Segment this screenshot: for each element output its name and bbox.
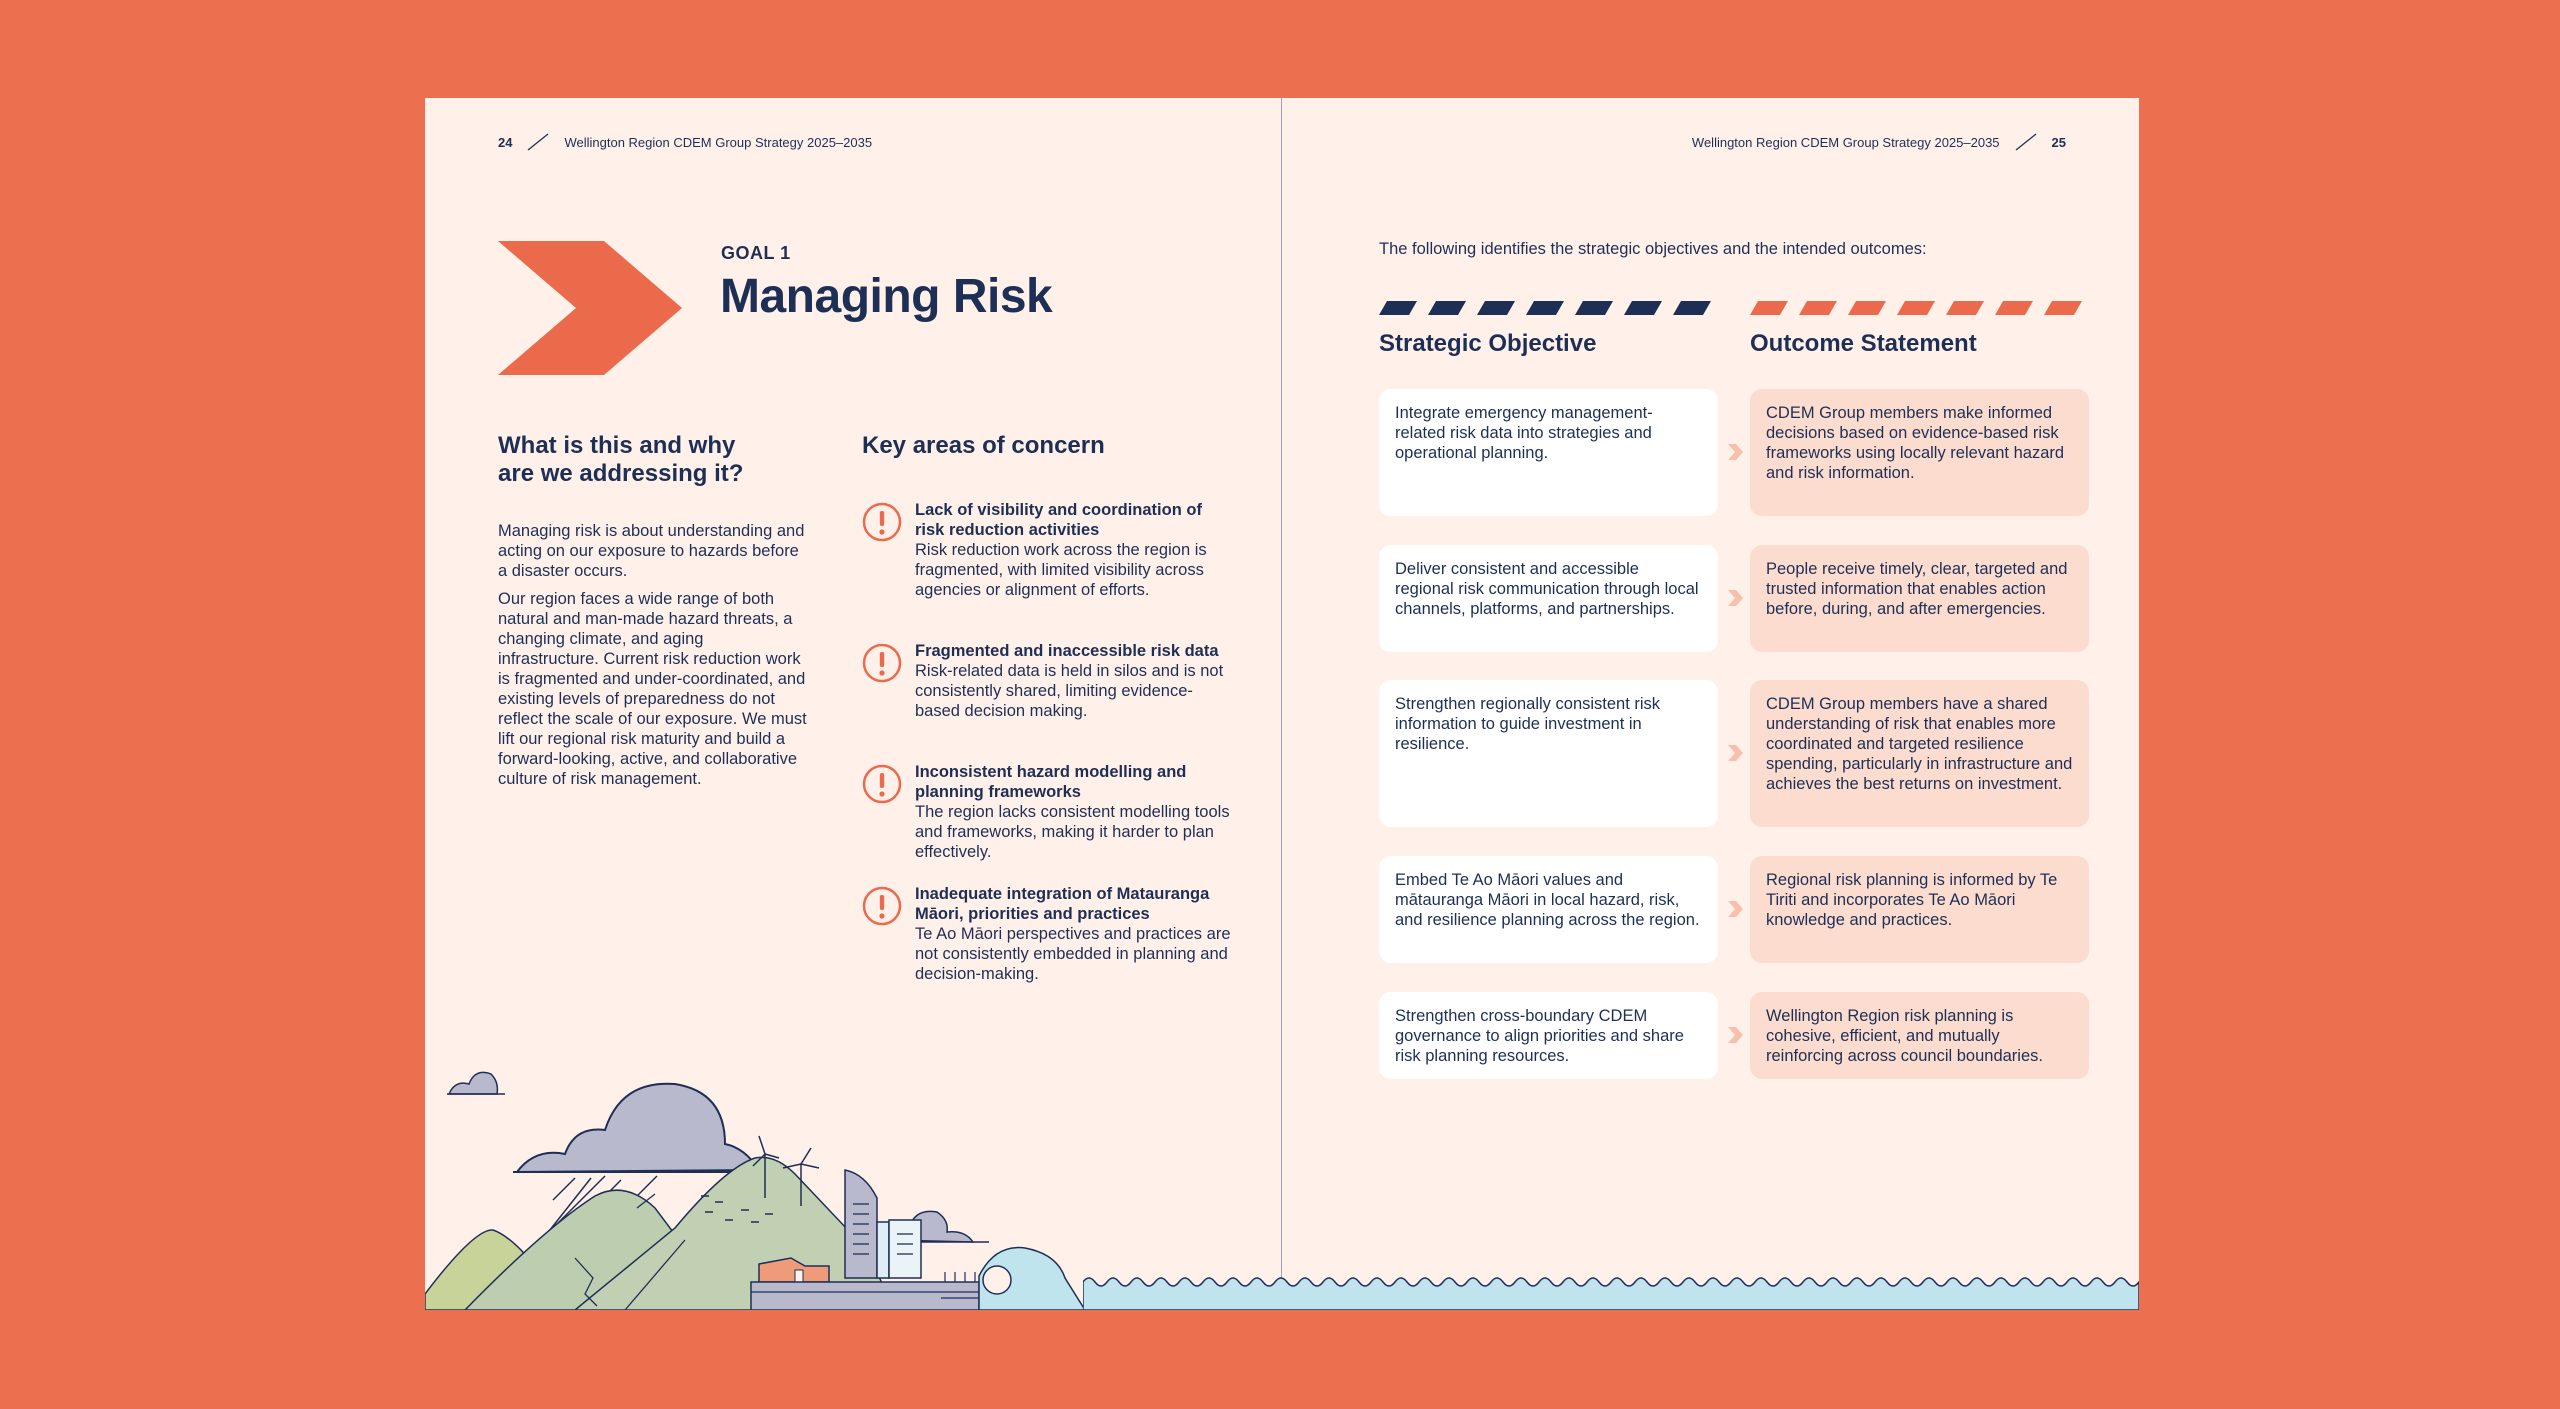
slash-divider-icon [2014,132,2038,152]
objective-heading: Strategic Objective [1379,330,1597,357]
alert-icon [862,764,902,804]
objective-card: Embed Te Ao Māori values and mātauranga Māori in local hazard, risk, and resilience planning across the region. [1379,856,1718,963]
outcome-heading: Outcome Statement [1750,330,1977,357]
chevron-arrow-icon [498,241,682,375]
concern-title: Inconsistent hazard modelling and planning frameworks [915,763,1187,801]
concerns-heading: Key areas of concern [862,432,1105,459]
alert-icon [862,886,902,926]
objective-card: Strengthen regionally consistent risk information to guide investment in resilience. [1379,680,1718,827]
outcome-card: CDEM Group members make informed decisions based on evidence-based risk frameworks using locally relevant hazard and risk information. [1750,389,2089,516]
what-heading: What is this and why are we addressing it? [498,432,744,487]
concern-text: Te Ao Māori perspectives and practices are not consistently embedded in planning and decision-making. [915,925,1231,983]
goal-label: GOAL 1 [721,243,791,263]
alert-icon [862,502,902,542]
what-paragraph-2: Our region faces a wide range of both natural and man-made hazard threats, a changing climate, and aging infrastructure. Current risk reduction work is fragmented and under-coordinated, and existing levels of preparedness do not reflect the scale of our exposure. We must lift our regional risk maturity and build a forward-looking, active, and collaborative culture of risk management. [498,590,807,788]
objective-card: Deliver consistent and accessible regional risk communication through local channels, platforms, and partnerships. [1379,545,1718,652]
document-spread [425,98,2139,1310]
concern-text: The region lacks consistent modelling tools and frameworks, making it harder to plan effectively. [915,803,1230,861]
water-waves [1083,1268,2139,1310]
concern-title: Fragmented and inaccessible risk data [915,642,1219,660]
left-page [425,98,1281,1310]
running-head-title: Wellington Region CDEM Group Strategy 2025–2035 [564,134,873,150]
outcome-card: CDEM Group members have a shared understanding of risk that enables more coordinated and targeted resilience spending, particularly in infrastructure and achieves the best returns on investment. [1750,680,2089,827]
intro-text: The following identifies the strategic objectives and the intended outcomes: [1379,240,1927,258]
page-number: 24 [498,134,513,150]
outcome-card: Wellington Region risk planning is cohesive, efficient, and mutually reinforcing across council boundaries. [1750,992,2089,1079]
objective-card: Integrate emergency management-related risk data into strategies and operational planning. [1379,389,1718,516]
arrow-right-icon [1726,443,1744,461]
arrow-right-icon [1726,900,1744,918]
goal-title: Managing Risk [720,270,1053,323]
arrow-right-icon [1726,589,1744,607]
arrow-right-icon [1726,1026,1744,1044]
running-head-right [1692,132,2066,152]
page-number: 25 [2051,134,2066,150]
running-head-title: Wellington Region CDEM Group Strategy 2025–2035 [1691,134,2000,150]
arrow-right-icon [1726,744,1744,762]
outcome-card: Regional risk planning is informed by Te Tiriti and incorporates Te Ao Māori knowledge and practices. [1750,856,2089,963]
outcome-card: People receive timely, clear, targeted and trusted information that enables action before, during, and after emergencies. [1750,545,2089,652]
objective-card: Strengthen cross-boundary CDEM governance to align priorities and share risk planning resources. [1379,992,1718,1079]
alert-icon [862,643,902,683]
objective-stripe [1379,301,1718,315]
concern-text: Risk reduction work across the region is fragmented, with limited visibility across agencies or alignment of efforts. [915,541,1207,599]
concern-title: Inadequate integration of Matauranga Māori, priorities and practices [915,885,1210,923]
what-paragraph-1: Managing risk is about understanding and acting on our exposure to hazards before a disaster occurs. [498,522,805,580]
running-head-left [498,132,872,152]
concern-text: Risk-related data is held in silos and is not consistently shared, limiting evidence-based decision making. [915,662,1224,720]
landscape-illustration [425,958,1281,1310]
outcome-stripe [1750,301,2089,315]
right-page [1282,98,2139,1310]
concern-title: Lack of visibility and coordination of risk reduction activities [915,501,1202,539]
slash-divider-icon [526,132,550,152]
